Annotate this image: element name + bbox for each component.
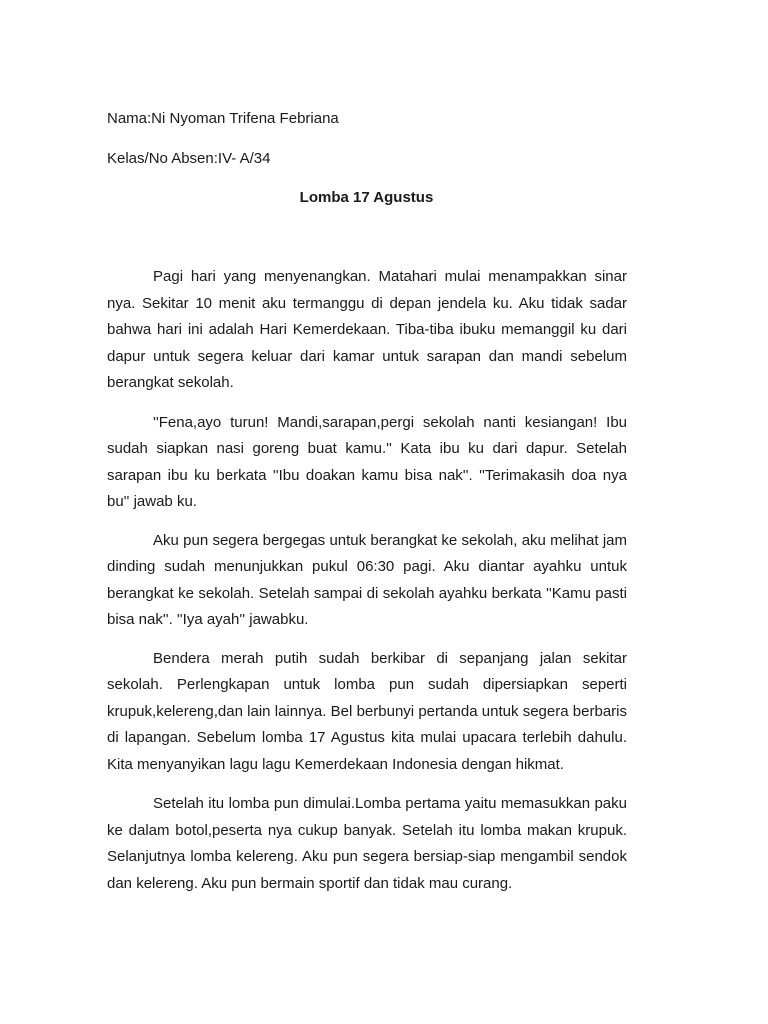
paragraph-1: Pagi hari yang menyenangkan. Matahari mulai menampakkan sinar nya. Sekitar 10 menit aku termanggu di depan jendela ku. Aku tidak sadar bahwa hari ini adalah Hari Kemerdekaan. Tiba-tiba ibuku memanggil ku dari dapur untuk segera keluar dari kamar untuk sarapan dan mandi sebelum berangkat sekolah. [107, 268, 627, 391]
paragraph-3: Aku pun segera bergegas untuk berangkat ke sekolah, aku melihat jam dinding sudah menunjukkan pukul 06:30 pagi. Aku diantar ayahku untuk berangkat ke sekolah. Setelah sampai di sekolah ayahku berkata ''Kamu pasti bisa nak''. ''Iya ayah'' jawabku. [107, 531, 627, 628]
paragraph-4: Bendera merah putih sudah berkibar di sepanjang jalan sekitar sekolah. Perlengkapan untuk lomba pun sudah dipersiapkan seperti krupuk,kelereng,dan lain lainnya. Bel berbunyi pertanda untuk segera berbaris di lapangan. Sebelum lomba 17 Agustus kita mulai upacara terlebih dahulu. Kita menyanyikan lagu lagu Kemerdekaan Indonesia dengan hikmat. [107, 649, 627, 773]
paragraph-5: Setelah itu lomba pun dimulai.Lomba pertama yaitu memasukkan paku ke dalam botol,peserta nya cukup banyak. Setelah itu lomba makan krupuk. Selanjutnya lomba kelereng. Aku pun segera bersiap-siap mengambil sendok dan kelereng. Aku pun bermain sportif dan tidak mau curang. [107, 795, 627, 892]
essay-title: Lomba 17 Agustus [299, 189, 434, 206]
class-number-line: Kelas/No Absen:IV- A/34 [107, 150, 271, 167]
paragraph-2: ''Fena,ayo turun! Mandi,sarapan,pergi sekolah nanti kesiangan! Ibu sudah siapkan nasi goreng buat kamu.'' Kata ibu ku dari dapur. Setelah sarapan ibu ku berkata ''Ibu doakan kamu bisa nak''. ''Terimakasih doa nya bu'' jawab ku. [107, 413, 627, 510]
essay-body [107, 264, 627, 910]
student-name-line: Nama:Ni Nyoman Trifena Febriana [107, 110, 339, 127]
